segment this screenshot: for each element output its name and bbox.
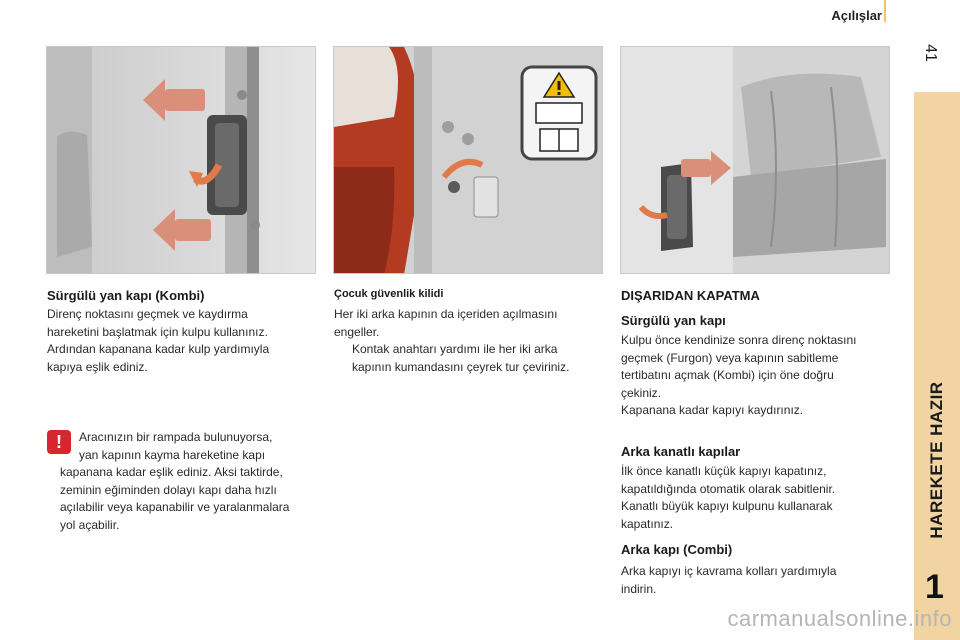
- col3-section-body: [621, 332, 896, 420]
- text-line: kapıya eşlik ediniz.: [47, 359, 148, 374]
- col3-section-title: Arka kapı (Combi): [621, 542, 733, 557]
- col1-paragraph: [47, 306, 312, 376]
- text-line: kapının kumandasını çeyrek tur çeviriniz.: [352, 359, 570, 374]
- col1-heading: Sürgülü yan kapı (Kombi): [47, 288, 205, 303]
- col3-section-title: Sürgülü yan kapı: [621, 313, 726, 328]
- text-line: Kulpu önce kendinize sonra direnç noktasını: [621, 333, 857, 347]
- text-line: Kapanana kadar kapıyı kaydırınız.: [621, 403, 804, 417]
- warning-text-top: [79, 429, 319, 464]
- text-line: kapatınız.: [621, 516, 674, 531]
- text-line: tertibatını açmak (Kombi) için öne doğru: [621, 368, 834, 382]
- text-line: Kontak anahtarı yardımı ile her iki arka: [352, 342, 558, 356]
- text-line: Her iki arka kapının da içeriden açılmasını: [334, 307, 558, 321]
- col3-heading: DIŞARIDAN KAPATMA: [621, 288, 760, 303]
- text-line: çekiniz.: [621, 385, 662, 400]
- chapter-tab: [914, 92, 960, 640]
- text-line: Ardından kapanana kadar kulp yardımıyla: [47, 342, 270, 356]
- warning-text-bottom: [60, 464, 320, 534]
- col3-section-body: [621, 563, 896, 598]
- col2-paragraph: [334, 306, 604, 341]
- col2-heading: Çocuk güvenlik kilidi: [334, 288, 444, 300]
- header-rule: [884, 0, 886, 22]
- text-line: açılabilir veya kapanabilir ve yaralanmalara: [60, 500, 290, 514]
- text-line: hareketini başlatmak için kulpu kullanınız.: [47, 324, 268, 339]
- text-line: yol açabilir.: [60, 517, 120, 532]
- col2-bullet: [334, 341, 609, 377]
- text-line: engeller.: [334, 324, 380, 339]
- chapter-number: 1: [925, 568, 944, 606]
- col3-section-body: [621, 463, 896, 533]
- text-line: zeminin eğiminden dolayı kapı daha hızlı: [60, 482, 277, 497]
- text-line: Arka kapıyı iç kavrama kolları yardımıyla: [621, 564, 837, 578]
- text-line: geçmek (Furgon) veya kapının sabitleme: [621, 350, 839, 365]
- sliding-door-handle-photo: [46, 46, 316, 274]
- text-line: yan kapının kayma hareketine kapı: [79, 447, 266, 462]
- text-line: Kanatlı büyük kapıyı kulpunu kullanarak: [621, 499, 833, 513]
- exclamation-warning-icon: !: [47, 430, 71, 454]
- col3-section-title: Arka kanatlı kapılar: [621, 444, 741, 459]
- child-lock-photo: [333, 46, 603, 274]
- watermark[interactable]: carmanualsonline.info: [727, 606, 952, 631]
- text-line: indirin.: [621, 581, 657, 596]
- child-lock-warning-sign: [522, 67, 596, 159]
- text-line: kapatıldığında otomatik olarak sabitlenir.: [621, 481, 836, 496]
- text-line: Direnç noktasını geçmek ve kaydırma: [47, 307, 248, 321]
- text-line: Aracınızın bir rampada bulunuyorsa,: [79, 430, 273, 444]
- rear-seats-photo: [620, 46, 890, 274]
- section-title: Açılışlar: [831, 8, 882, 23]
- chapter-tab-label: HAREKETE HAZIR: [927, 381, 946, 539]
- page-number: 41: [921, 44, 939, 62]
- text-line: kapanana kadar eşlik ediniz. Aksi taktirde,: [60, 465, 283, 479]
- text-line: İlk önce kanatlı küçük kapıyı kapatınız,: [621, 464, 827, 478]
